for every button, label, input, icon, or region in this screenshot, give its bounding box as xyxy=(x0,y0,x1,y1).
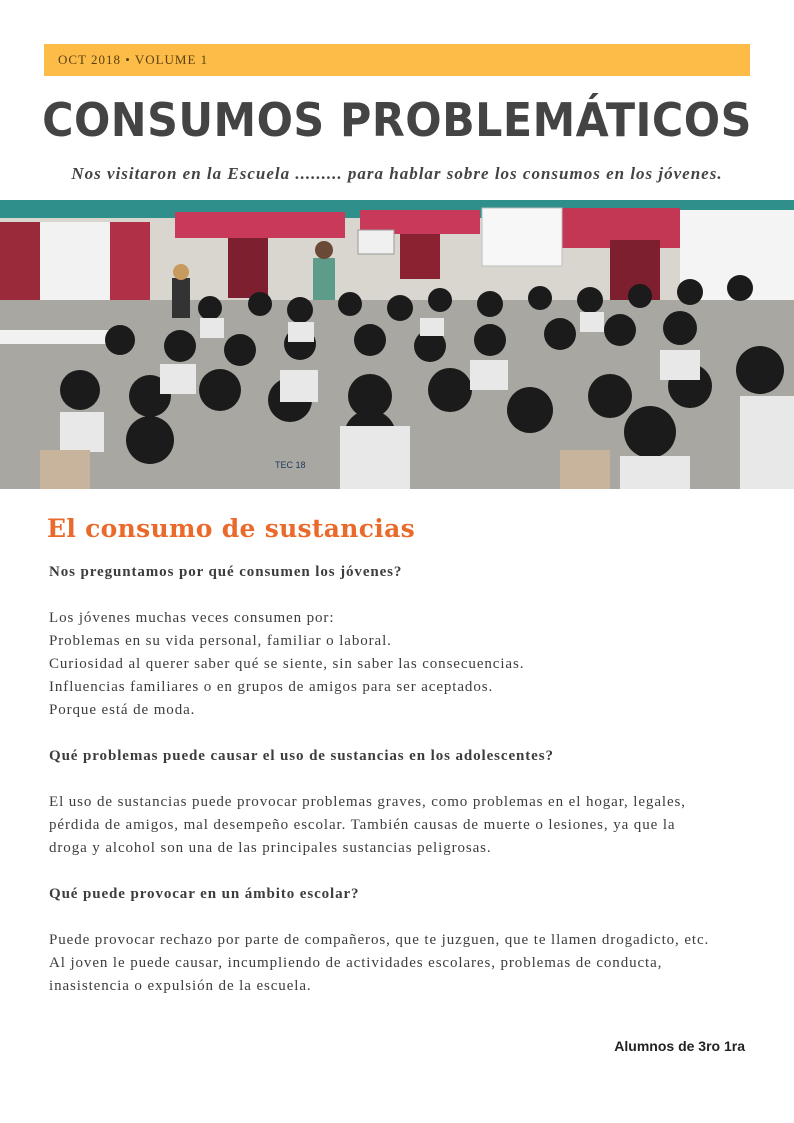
banner-text: OCT 2018 • VOLUME 1 xyxy=(58,52,209,67)
classroom-photo-illustration xyxy=(0,200,794,489)
answer-3-line-3: inasistencia o expulsión de la escuela. xyxy=(49,978,312,994)
answer-1-line-3: Curiosidad al querer saber qué se siente, sin saber las consecuencias. xyxy=(49,656,525,672)
answer-1-line-5: Porque está de moda. xyxy=(49,702,196,718)
article-body xyxy=(49,561,749,998)
signature: Alumnos de 3ro 1ra xyxy=(614,1038,745,1054)
answer-1-line-2: Problemas en su vida personal, familiar o laboral. xyxy=(49,633,392,649)
question-2: Qué problemas puede causar el uso de sustancias en los adolescentes? xyxy=(49,748,554,764)
answer-2-line-1: El uso de sustancias puede provocar problemas graves, como problemas en el hogar, legales, xyxy=(49,794,686,810)
answer-1-line-1: Los jóvenes muchas veces consumen por: xyxy=(49,610,335,626)
page-subtitle: Nos visitaron en la Escuela ......... para hablar sobre los consumos en los jóvenes. xyxy=(71,164,723,183)
answer-3-line-2: Al joven le puede causar, incumpliendo de actividades escolares, problemas de conducta, xyxy=(49,955,663,971)
question-1: Nos preguntamos por qué consumen los jóvenes? xyxy=(49,564,403,580)
answer-2-line-3: droga y alcohol son una de las principales sustancias peligrosas. xyxy=(49,840,492,856)
date-volume-banner xyxy=(44,44,750,76)
shirt-print-text: TEC 18 xyxy=(275,460,306,470)
question-3: Qué puede provocar en un ámbito escolar? xyxy=(49,886,360,902)
page-title: CONSUMOS PROBLEMÁTICOS xyxy=(42,93,752,147)
classroom-photo xyxy=(0,200,794,489)
answer-3-line-1: Puede provocar rechazo por parte de compañeros, que te juzguen, que te llamen drogadicto, etc. xyxy=(49,932,710,948)
answer-1-line-4: Influencias familiares o en grupos de amigos para ser aceptados. xyxy=(49,679,494,695)
section-heading: El consumo de sustancias xyxy=(47,514,415,543)
answer-2-line-2: pérdida de amigos, mal desempeño escolar. También causas de muerte o lesiones, ya que la xyxy=(49,817,676,833)
